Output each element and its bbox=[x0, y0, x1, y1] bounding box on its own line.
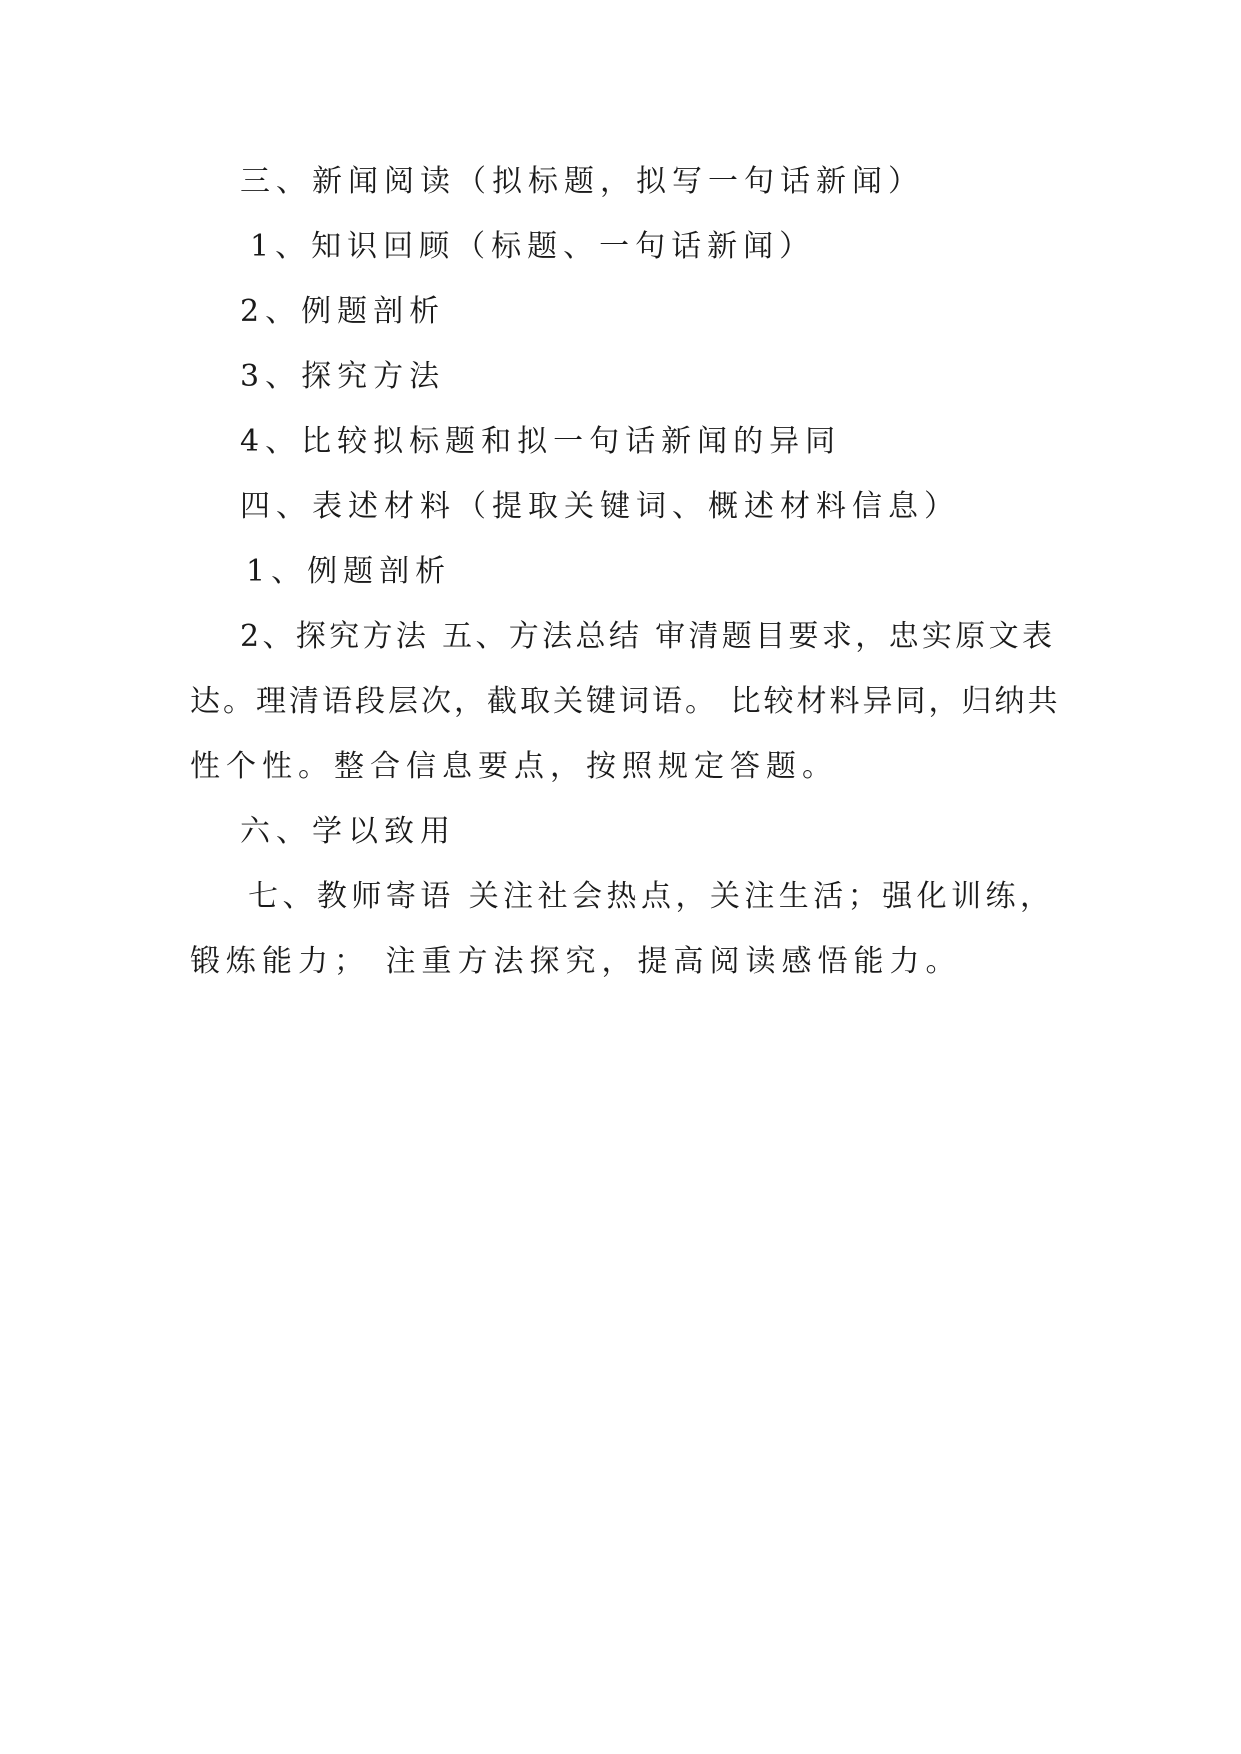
list-item-explore-method: 3、探究方法 bbox=[240, 359, 446, 394]
section-heading-describe-material: 四、表述材料（提取关键词、概述材料信息） bbox=[240, 489, 960, 524]
list-item-knowledge-review: 1、知识回顾（标题、一句话新闻） bbox=[250, 229, 816, 264]
paragraph-method-summary-line-1: 2、探究方法 五、方法总结 审清题目要求，忠实原文表 bbox=[240, 619, 1055, 654]
list-item-example-analysis-2: 1、例题剖析 bbox=[246, 554, 452, 589]
paragraph-method-summary-line-3: 性个性。整合信息要点，按照规定答题。 bbox=[190, 749, 838, 784]
paragraph-teacher-message-line-1: 七、教师寄语 关注社会热点，关注生活；强化训练， bbox=[248, 879, 1053, 914]
list-item-example-analysis: 2、例题剖析 bbox=[240, 294, 446, 329]
section-heading-news-reading: 三、新闻阅读（拟标题，拟写一句话新闻） bbox=[240, 164, 924, 199]
section-heading-apply: 六、学以致用 bbox=[240, 814, 456, 849]
list-item-compare: 4、比较拟标题和拟一句话新闻的异同 bbox=[240, 424, 842, 459]
paragraph-teacher-message-line-2: 锻炼能力； 注重方法探究，提高阅读感悟能力。 bbox=[190, 944, 962, 979]
paragraph-method-summary-line-2: 达。理清语段层次，截取关键词语。 比较材料异同，归纳共 bbox=[190, 684, 1061, 719]
